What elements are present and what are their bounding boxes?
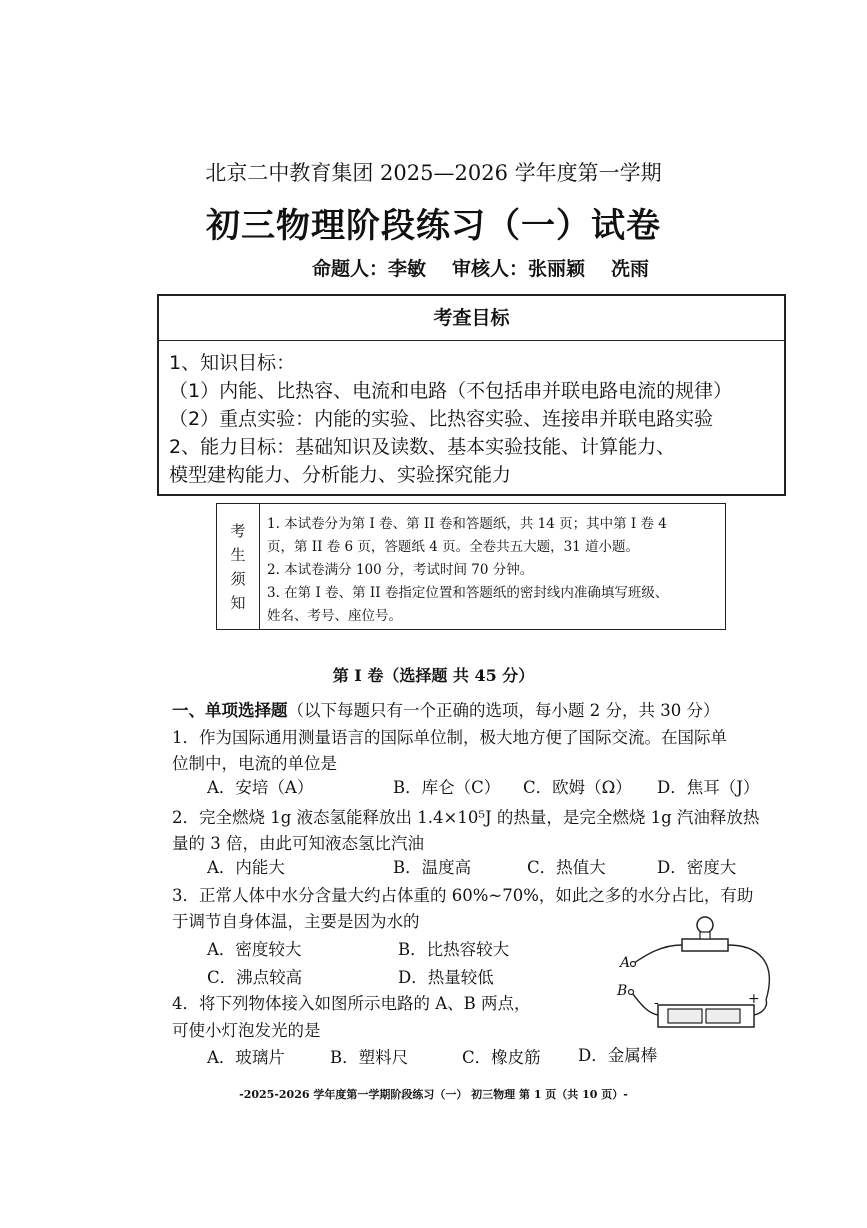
- light-bulb-icon: [697, 917, 713, 933]
- goals-heading: 考查目标: [159, 296, 784, 341]
- part-note: （以下每题只有一个正确的选项，每小题 2 分，共 30 分）: [287, 701, 720, 720]
- label-b: B: [617, 983, 628, 999]
- reviewer2-label: 冼雨: [611, 258, 650, 280]
- notice-label-char: 生: [230, 545, 246, 564]
- bulb-socket: [700, 932, 710, 939]
- question-1-stem: 1．作为国际通用测量语言的国际单位制，极大地方便了国际交流。在国际单: [172, 728, 727, 747]
- question-4-stem: 4．将下列物体接入如图所示电路的 A、B 两点，: [172, 994, 531, 1013]
- question-2-option-a: A．内能大: [207, 858, 285, 877]
- notice-line: 1. 本试卷分为第 I 卷、第 II 卷和答题纸，共 14 页；其中第 I 卷 4: [267, 516, 667, 532]
- notice-line: 2. 本试卷满分 100 分，考试时间 70 分钟。: [267, 562, 534, 578]
- notice-label-char: 考: [230, 521, 246, 540]
- label-minus: -: [654, 995, 659, 1011]
- goal-line: （1）内能、比热容、电流和电路（不包括串并联电路电流的规律）: [169, 380, 733, 402]
- circuit-diagram: [606, 905, 786, 1035]
- question-3-option-c: C．沸点较高: [207, 968, 303, 987]
- question-3-option-b: B．比热容较大: [398, 940, 510, 959]
- goal-line: （2）重点实验：内能的实验、比热容实验、连接串并联电路实验: [169, 408, 714, 430]
- notice-label: [217, 504, 260, 629]
- goal-line: 模型建构能力、分析能力、实验探究能力: [169, 464, 512, 486]
- reviewer-label: 审核人：张丽颖: [452, 258, 586, 280]
- label-plus: +: [748, 991, 760, 1007]
- battery-cell: [668, 1009, 702, 1023]
- school-title: 北京二中教育集团 2025—2026 学年度第一学期: [205, 161, 662, 185]
- question-4-option-d: D．金属棒: [578, 1046, 658, 1065]
- notice-label-char: 须: [230, 569, 246, 588]
- lamp-board: [682, 939, 728, 951]
- question-3-stem: 于调节自身体温，主要是因为水的: [172, 912, 420, 931]
- wire-a: [634, 945, 682, 963]
- question-2-option-c: C．热值大: [527, 858, 606, 877]
- notice-line: 姓名、考号、座位号。: [267, 608, 402, 624]
- question-1-option-b: B．库仑（C）: [393, 778, 501, 797]
- question-2-stem: 2．完全燃烧 1g 液态氢能释放出 1.4×10⁵J 的热量，是完全燃烧 1g 汽油释放热: [172, 808, 760, 827]
- label-a: A: [620, 955, 631, 971]
- notice-label-char: 知: [230, 593, 246, 612]
- question-1-option-d: D．焦耳（J）: [657, 778, 760, 797]
- author-label: 命题人：李敏: [312, 258, 427, 280]
- question-3-stem: 3．正常人体中水分含量大约占体重的 60%~70%，如此之多的水分占比，有助: [172, 886, 754, 905]
- part-heading-line: [172, 697, 719, 721]
- page-footer: -2025-2026 学年度第一学期阶段练习（一） 初三物理 第 1 页（共 10 页）-: [239, 1088, 628, 1101]
- candidate-notice-box: [216, 503, 726, 630]
- question-3-option-d: D．热量较低: [398, 968, 494, 987]
- goal-line: 1、知识目标：: [169, 352, 296, 374]
- notice-line: 页，第 II 卷 6 页，答题纸 4 页。全卷共五大题，31 道小题。: [267, 539, 640, 555]
- exam-title: 初三物理阶段练习（一）试卷: [206, 206, 661, 246]
- question-4-option-b: B．塑料尺: [330, 1048, 409, 1067]
- terminal-b: [629, 990, 634, 995]
- question-2-option-d: D．密度大: [657, 858, 737, 877]
- part-heading: 一、单项选择题: [172, 701, 288, 720]
- question-3-option-a: A．密度较大: [207, 940, 302, 959]
- goal-line: 2、能力目标：基础知识及读数、基本实验技能、计算能力、: [169, 436, 676, 458]
- section-title: 第 I 卷（选择题 共 45 分）: [332, 666, 535, 685]
- question-2-stem: 量的 3 倍，由此可知液态氢比汽油: [172, 834, 424, 853]
- question-4-option-a: A．玻璃片: [207, 1048, 285, 1067]
- terminal-a: [631, 962, 636, 967]
- goals-box: [157, 294, 786, 496]
- question-4-stem: 可使小灯泡发光的是: [172, 1021, 321, 1040]
- question-1-option-a: A．安培（A）: [207, 778, 314, 797]
- circuit-figure: [606, 905, 786, 1035]
- question-2-option-b: B．温度高: [393, 858, 472, 877]
- battery-cell: [706, 1009, 740, 1023]
- question-1-option-c: C．欧姆（Ω）: [523, 778, 632, 797]
- question-1-stem: 位制中，电流的单位是: [172, 754, 337, 773]
- authors-line: [312, 254, 675, 281]
- question-4-option-c: C．橡皮筋: [462, 1048, 541, 1067]
- notice-line: 3. 在第 I 卷、第 II 卷指定位置和答题纸的密封线内准确填写班级、: [267, 585, 669, 601]
